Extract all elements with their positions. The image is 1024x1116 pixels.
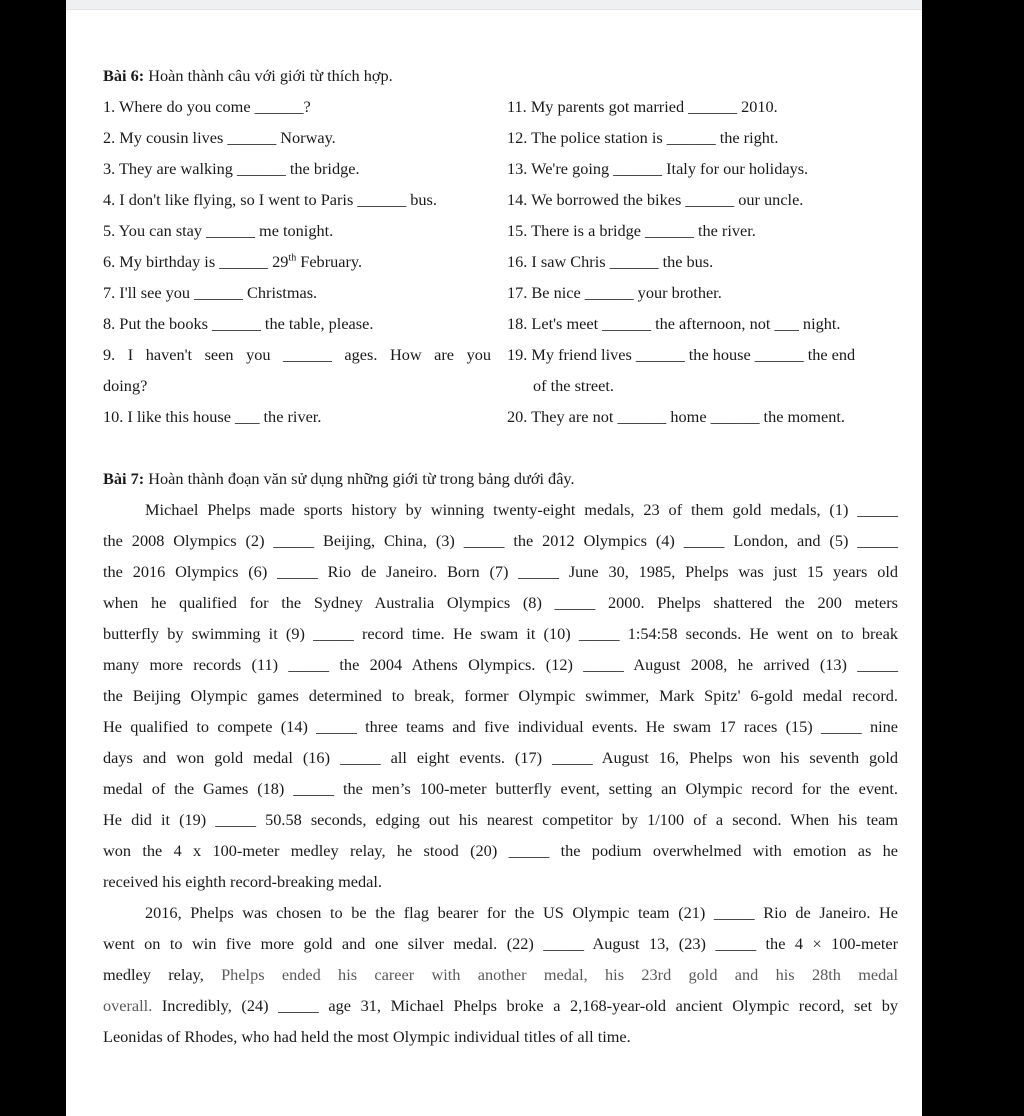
question-4: 4. I don't like flying, so I went to Paris ______ bus.	[103, 190, 437, 209]
question-14: 14. We borrowed the bikes ______ our uncle.	[507, 190, 804, 209]
question-6-post: February.	[296, 252, 363, 271]
paragraph-dark-text: Incredibly, (24) _____ age 31, Michael Phelps broke a 2,168-year-old ancient Olympic record, set by	[152, 996, 898, 1015]
paragraph-line: He qualified to compete (14) _____ three teams and five individual events. He swam 17 races (15) _____ nine	[103, 717, 898, 736]
exercise-6-instruction: Hoàn thành câu với giới từ thích hợp.	[148, 66, 393, 85]
question-18: 18. Let's meet ______ the afternoon, not ___ night.	[507, 314, 841, 333]
exercise-6-label: Bài 6:	[103, 66, 145, 85]
question-17: 17. Be nice ______ your brother.	[507, 283, 722, 302]
paragraph-line	[103, 996, 898, 1016]
exercise-7-label: Bài 7:	[103, 469, 145, 488]
question-2: 2. My cousin lives ______ Norway.	[103, 128, 336, 147]
question-7: 7. I'll see you ______ Christmas.	[103, 283, 318, 302]
question-10: 10. I like this house ___ the river.	[103, 407, 322, 426]
question-9: 9. I haven't seen you ______ ages. How are you	[103, 345, 491, 364]
viewer-top-strip	[66, 0, 922, 10]
question-6-pre: 6. My birthday is ______ 29	[103, 252, 289, 271]
question-20: 20. They are not ______ home ______ the moment.	[507, 407, 845, 426]
paragraph-dark-text: medley relay,	[103, 965, 204, 984]
exercise-6-heading	[103, 66, 393, 86]
paragraph-line: medal of the Games (18) _____ the men’s 100-meter butterfly event, setting an Olympic record for the event.	[103, 779, 898, 798]
paragraph-line: went on to win five more gold and one silver medal. (22) _____ August 13, (23) _____ the 4 × 100-meter	[103, 934, 898, 953]
question-12: 12. The police station is ______ the right.	[507, 128, 779, 147]
question-6	[103, 252, 362, 272]
question-11: 11. My parents got married ______ 2010.	[507, 97, 778, 116]
exercise-7-heading	[103, 469, 575, 489]
question-9-continuation: doing?	[103, 376, 148, 395]
question-6-sup: th	[288, 252, 297, 264]
paragraph-gray-text: overall.	[103, 996, 153, 1015]
document-page	[66, 0, 922, 1116]
question-5: 5. You can stay ______ me tonight.	[103, 221, 334, 240]
paragraph-line: days and won gold medal (16) _____ all eight events. (17) _____ August 16, Phelps won his seventh gold	[103, 748, 898, 767]
paragraph-line: received his eighth record-breaking medal.	[103, 872, 382, 891]
question-15: 15. There is a bridge ______ the river.	[507, 221, 756, 240]
paragraph-line: 2016, Phelps was chosen to be the flag bearer for the US Olympic team (21) _____ Rio de Janeiro. He	[145, 903, 898, 922]
question-1: 1. Where do you come ______?	[103, 97, 311, 116]
question-19: 19. My friend lives ______ the house ______ the end	[507, 345, 856, 364]
paragraph-line: Michael Phelps made sports history by winning twenty-eight medals, 23 of them gold medals, (1) _____	[145, 500, 898, 519]
question-16: 16. I saw Chris ______ the bus.	[507, 252, 714, 271]
paragraph-line: when he qualified for the Sydney Australia Olympics (8) _____ 2000. Phelps shattered the 200 meters	[103, 593, 898, 612]
exercise-7-instruction: Hoàn thành đoạn văn sử dụng những giới từ trong bảng dưới đây.	[148, 469, 575, 488]
paragraph-line: the 2016 Olympics (6) _____ Rio de Janeiro. Born (7) _____ June 30, 1985, Phelps was just 15 years old	[103, 562, 898, 581]
paragraph-line: Leonidas of Rhodes, who had held the most Olympic individual titles of all time.	[103, 1027, 631, 1046]
paragraph-line: He did it (19) _____ 50.58 seconds, edging out his nearest competitor by 1/100 of a second. When his team	[103, 810, 898, 829]
question-3: 3. They are walking ______ the bridge.	[103, 159, 360, 178]
paragraph-line: the 2008 Olympics (2) _____ Beijing, China, (3) _____ the 2012 Olympics (4) _____ London, and (5) _____	[103, 531, 898, 550]
paragraph-line: butterfly by swimming it (9) _____ record time. He swam it (10) _____ 1:54:58 seconds. He went on to break	[103, 624, 898, 643]
paragraph-line: the Beijing Olympic games determined to break, former Olympic swimmer, Mark Spitz' 6-gold medal record.	[103, 686, 898, 705]
question-13: 13. We're going ______ Italy for our holidays.	[507, 159, 809, 178]
paragraph-line	[103, 965, 898, 985]
paragraph-line: many more records (11) _____ the 2004 Athens Olympics. (12) _____ August 2008, he arrived (13) _____	[103, 655, 898, 674]
paragraph-gray-text: Phelps ended his career with another medal, his 23rd gold and his 28th medal	[203, 965, 898, 984]
question-19-continuation: of the street.	[533, 376, 614, 395]
paragraph-line: won the 4 x 100-meter medley relay, he stood (20) _____ the podium overwhelmed with emotion as he	[103, 841, 898, 860]
question-8: 8. Put the books ______ the table, please.	[103, 314, 374, 333]
